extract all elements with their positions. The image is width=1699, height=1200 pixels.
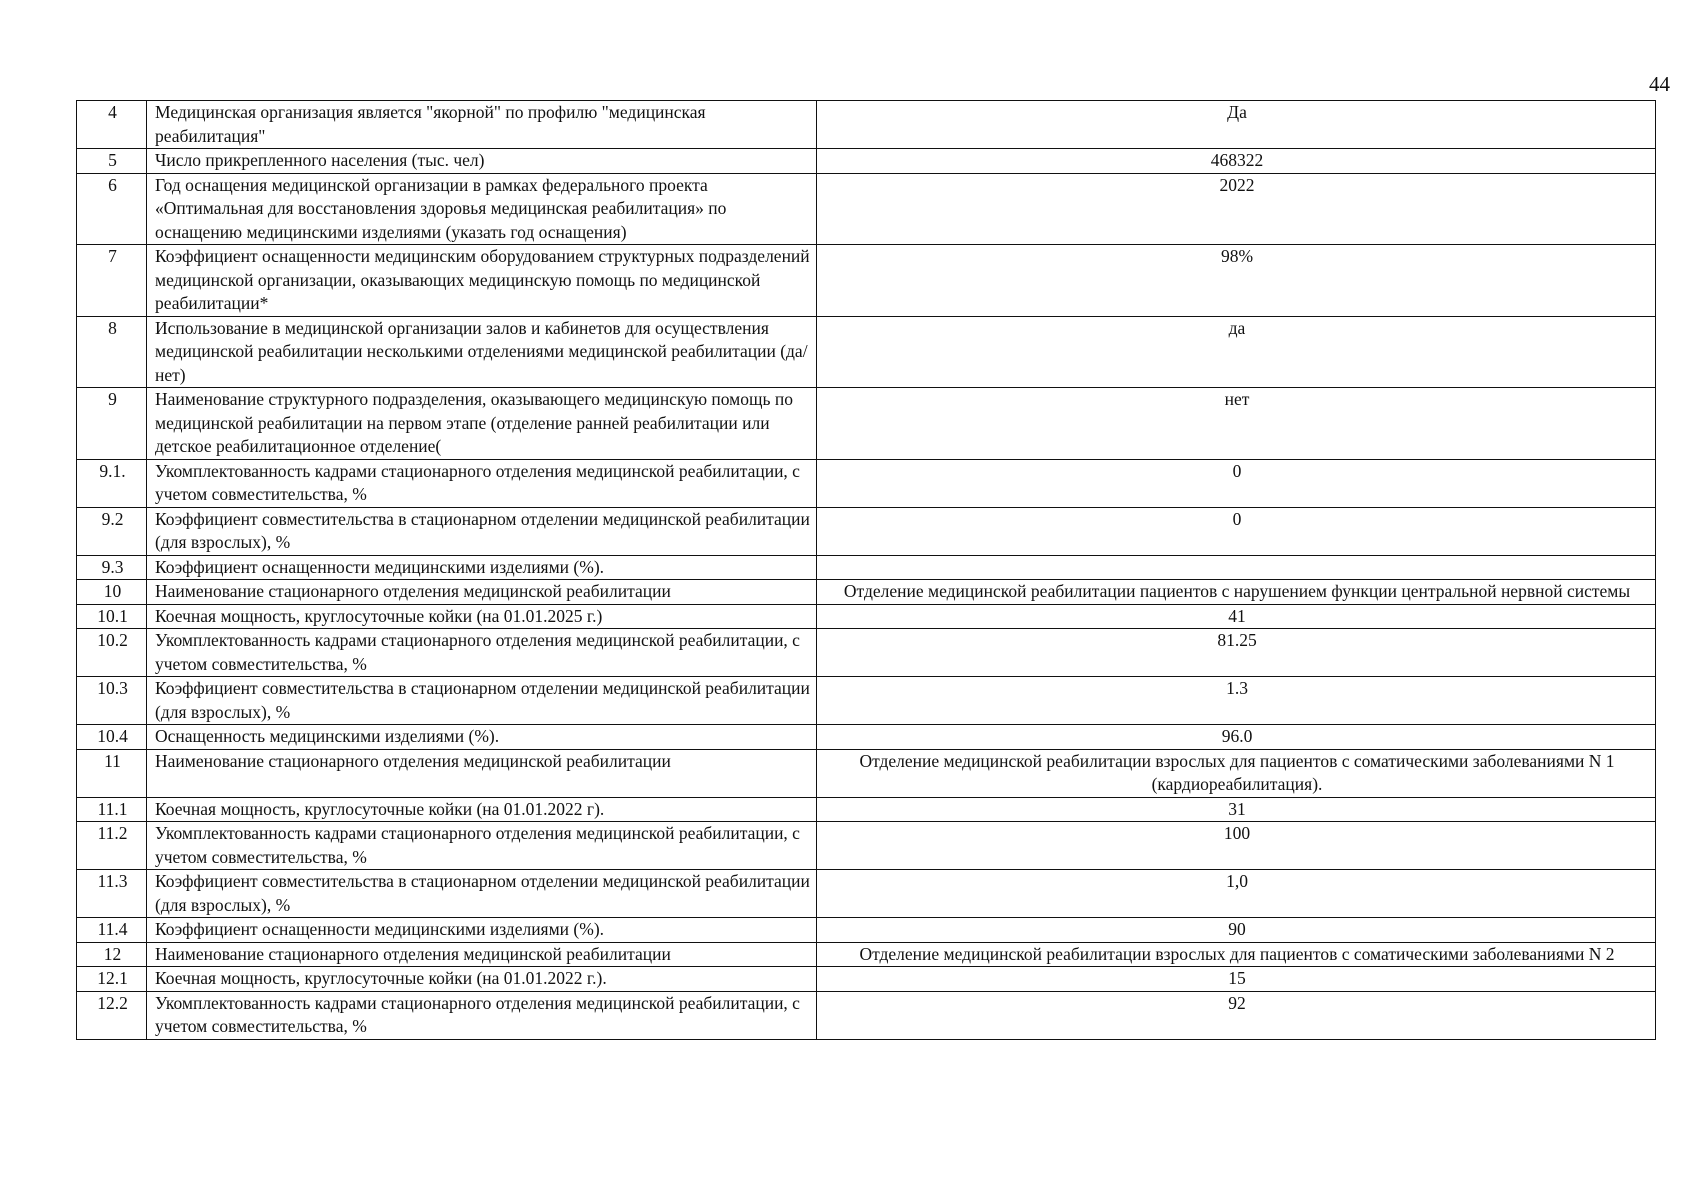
row-number: 11.1 — [77, 797, 147, 822]
row-number: 11 — [77, 749, 147, 797]
row-label: Коэффициент совместительства в стационарном отделении медицинской реабилитации (для взрослых), % — [147, 870, 817, 918]
row-value: 2022 — [817, 173, 1656, 245]
row-value: 0 — [817, 459, 1656, 507]
row-number: 9 — [77, 388, 147, 460]
row-label: Коечная мощность, круглосуточные койки (на 01.01.2025 г.) — [147, 604, 817, 629]
row-number: 9.2 — [77, 507, 147, 555]
row-label: Медицинская организация является "якорной" по профилю "медицинская реабилитация" — [147, 101, 817, 149]
row-value: Отделение медицинской реабилитации взрослых для пациентов с соматическими заболеваниями N 1 (кардиореабилитация). — [817, 749, 1656, 797]
row-number: 10 — [77, 580, 147, 605]
row-number: 11.2 — [77, 822, 147, 870]
row-label: Коэффициент оснащенности медицинским оборудованием структурных подразделений медицинской организации, оказывающих медицинскую помощь по медицинской реабилитации* — [147, 245, 817, 317]
row-label: Укомплектованность кадрами стационарного отделения медицинской реабилитации, с учетом совместительства, % — [147, 459, 817, 507]
row-label: Укомплектованность кадрами стационарного отделения медицинской реабилитации, с учетом совместительства, % — [147, 629, 817, 677]
row-label: Коечная мощность, круглосуточные койки (на 01.01.2022 г). — [147, 797, 817, 822]
table-row — [77, 918, 1656, 943]
row-label: Число прикрепленного населения (тыс. чел) — [147, 149, 817, 174]
row-number: 8 — [77, 316, 147, 388]
row-number: 11.3 — [77, 870, 147, 918]
row-label: Укомплектованность кадрами стационарного отделения медицинской реабилитации, с учетом совместительства, % — [147, 991, 817, 1039]
row-number: 12 — [77, 942, 147, 967]
table-row — [77, 388, 1656, 460]
table-row — [77, 507, 1656, 555]
row-value: 468322 — [817, 149, 1656, 174]
page-number: 44 — [1649, 72, 1670, 96]
row-label: Год оснащения медицинской организации в рамках федерального проекта «Оптимальная для восстановления здоровья медицинская реабилитация» по оснащению медицинскими изделиями (указать год оснащения) — [147, 173, 817, 245]
row-label: Использование в медицинской организации залов и кабинетов для осуществления медицинской реабилитации несколькими отделениями медицинской реабилитации (да/нет) — [147, 316, 817, 388]
table-row — [77, 101, 1656, 149]
row-label: Наименование структурного подразделения, оказывающего медицинскую помощь по медицинской реабилитации на первом этапе (отделение ранней реабилитации или детское реабилитационное отделение( — [147, 388, 817, 460]
row-value: 96.0 — [817, 725, 1656, 750]
row-number: 6 — [77, 173, 147, 245]
row-label: Коэффициент совместительства в стационарном отделении медицинской реабилитации (для взрослых), % — [147, 677, 817, 725]
row-value: 100 — [817, 822, 1656, 870]
row-value: 15 — [817, 967, 1656, 992]
table-row — [77, 677, 1656, 725]
row-value: Да — [817, 101, 1656, 149]
row-label: Коэффициент оснащенности медицинскими изделиями (%). — [147, 918, 817, 943]
table-row — [77, 967, 1656, 992]
table-row — [77, 149, 1656, 174]
row-number: 7 — [77, 245, 147, 317]
row-number: 10.3 — [77, 677, 147, 725]
row-label: Наименование стационарного отделения медицинской реабилитации — [147, 749, 817, 797]
row-value: 98% — [817, 245, 1656, 317]
table-row — [77, 942, 1656, 967]
row-value: нет — [817, 388, 1656, 460]
row-value: Отделение медицинской реабилитации пациентов с нарушением функции центральной нервной системы — [817, 580, 1656, 605]
table-row — [77, 555, 1656, 580]
row-value: 1,0 — [817, 870, 1656, 918]
row-value: Отделение медицинской реабилитации взрослых для пациентов с соматическими заболеваниями N 2 — [817, 942, 1656, 967]
table-row — [77, 245, 1656, 317]
row-number: 9.3 — [77, 555, 147, 580]
row-number: 9.1. — [77, 459, 147, 507]
table-row — [77, 725, 1656, 750]
row-value: да — [817, 316, 1656, 388]
row-value: 92 — [817, 991, 1656, 1039]
row-label: Коечная мощность, круглосуточные койки (на 01.01.2022 г.). — [147, 967, 817, 992]
table-row — [77, 580, 1656, 605]
row-label: Наименование стационарного отделения медицинской реабилитации — [147, 580, 817, 605]
row-number: 10.1 — [77, 604, 147, 629]
table-row — [77, 797, 1656, 822]
row-number: 12.2 — [77, 991, 147, 1039]
table-row — [77, 604, 1656, 629]
row-number: 12.1 — [77, 967, 147, 992]
table-row — [77, 316, 1656, 388]
table-row — [77, 822, 1656, 870]
data-table — [76, 100, 1656, 1040]
row-number: 10.2 — [77, 629, 147, 677]
row-number: 5 — [77, 149, 147, 174]
table-row — [77, 629, 1656, 677]
row-label: Укомплектованность кадрами стационарного отделения медицинской реабилитации, с учетом совместительства, % — [147, 822, 817, 870]
row-value: 81.25 — [817, 629, 1656, 677]
row-label: Коэффициент оснащенности медицинскими изделиями (%). — [147, 555, 817, 580]
table-row — [77, 749, 1656, 797]
table-row — [77, 991, 1656, 1039]
row-value — [817, 555, 1656, 580]
row-value: 31 — [817, 797, 1656, 822]
row-number: 4 — [77, 101, 147, 149]
row-label: Оснащенность медицинскими изделиями (%). — [147, 725, 817, 750]
row-number: 10.4 — [77, 725, 147, 750]
row-value: 1.3 — [817, 677, 1656, 725]
table-row — [77, 173, 1656, 245]
row-value: 41 — [817, 604, 1656, 629]
row-value: 0 — [817, 507, 1656, 555]
table-row — [77, 870, 1656, 918]
row-label: Коэффициент совместительства в стационарном отделении медицинской реабилитации (для взрослых), % — [147, 507, 817, 555]
row-label: Наименование стационарного отделения медицинской реабилитации — [147, 942, 817, 967]
row-number: 11.4 — [77, 918, 147, 943]
table-row — [77, 459, 1656, 507]
row-value: 90 — [817, 918, 1656, 943]
